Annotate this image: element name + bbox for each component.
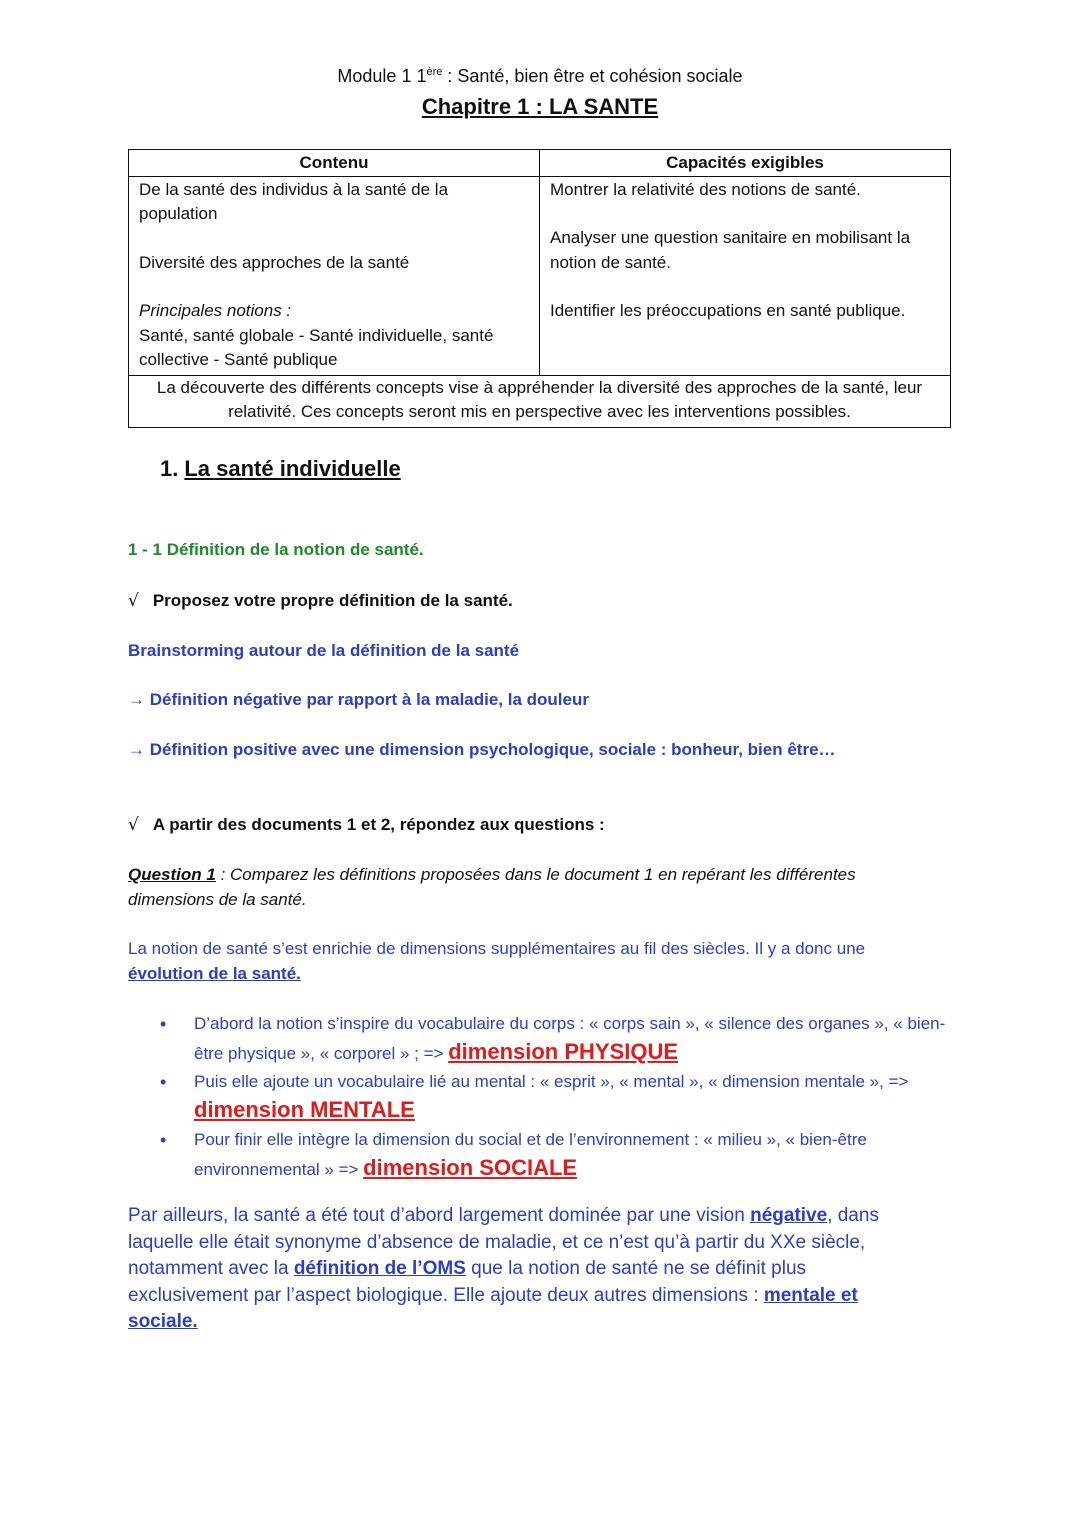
question-text: : Comparez les définitions proposées dans le document 1 en repérant les différentes dimensions de la santé. bbox=[128, 865, 856, 909]
answer-paragraph bbox=[128, 937, 928, 986]
section-title: La santé individuelle bbox=[184, 456, 401, 481]
negative-definition: → Définition négative par rapport à la maladie, la douleur bbox=[128, 690, 589, 709]
list-item-text: Pour finir elle intègre la dimension du social et de l’environnement : « milieu », « bien-être environnemental » => bbox=[194, 1130, 867, 1179]
contenu-notions-label: Principales notions : bbox=[139, 301, 292, 320]
list-item bbox=[160, 1068, 960, 1126]
check-icon: √ bbox=[128, 591, 139, 611]
instruction-1-text: Proposez votre propre définition de la santé. bbox=[152, 591, 513, 610]
check-icon: √ bbox=[128, 815, 139, 835]
answer-emphasis: évolution de la santé. bbox=[128, 963, 301, 983]
capacites-cell bbox=[540, 176, 951, 375]
dimension-list bbox=[160, 1010, 960, 1184]
dimension-label: dimension SOCIALE bbox=[363, 1155, 578, 1180]
header-capacites: Capacités exigibles bbox=[540, 150, 951, 177]
table-note: La découverte des différents concepts vise à appréhender la diversité des approches de la santé, leur relativité. Ces concepts seront mis en perspective avec les interventions possibles. bbox=[129, 375, 951, 427]
section-number: 1. bbox=[160, 456, 179, 481]
contenu-cell bbox=[129, 176, 540, 375]
contenu-notions-text: Santé, santé globale - Santé individuelle, santé collective - Santé publique bbox=[139, 325, 494, 369]
answer-text: La notion de santé s’est enrichie de dimensions supplémentaires au fil des siècles. Il y a donc une bbox=[128, 939, 866, 958]
module-superscript: ère bbox=[426, 66, 443, 78]
conclusion-text-a: Par ailleurs, la santé a été tout d’abord largement dominée par une vision bbox=[128, 1205, 751, 1226]
module-suffix: : Santé, bien être et cohésion sociale bbox=[442, 66, 743, 86]
instruction-2 bbox=[128, 815, 605, 835]
subsection-title: 1 - 1 Définition de la notion de santé. bbox=[128, 540, 424, 559]
program-table bbox=[128, 149, 951, 428]
contenu-item-2: Diversité des approches de la santé bbox=[139, 252, 410, 272]
module-prefix: Module 1 1 bbox=[337, 66, 427, 86]
module-heading bbox=[0, 66, 1080, 87]
list-item bbox=[160, 1126, 960, 1184]
bullet-icon: • bbox=[160, 1014, 167, 1034]
question-label: Question 1 bbox=[128, 865, 216, 884]
conclusion-emphasis-negative: négative bbox=[750, 1205, 828, 1226]
conclusion-emphasis-dimensions: mentale et sociale. bbox=[128, 1284, 858, 1332]
capacite-item-2: Analyser une question sanitaire en mobilisant la notion de santé. bbox=[550, 228, 911, 272]
instruction-1 bbox=[128, 591, 513, 611]
instruction-2-text: A partir des documents 1 et 2, répondez aux questions : bbox=[152, 815, 605, 834]
contenu-item-1: De la santé des individus à la santé de la population bbox=[139, 179, 449, 223]
brainstorm-line: Brainstorming autour de la définition de la santé bbox=[128, 641, 520, 660]
dimension-label: dimension MENTALE bbox=[194, 1097, 415, 1122]
header-contenu: Contenu bbox=[129, 150, 540, 177]
conclusion-text-c: , dans laquelle elle était synonyme d’absence de maladie, et ce n’est qu’à partir du XXe siècle, notamment avec la bbox=[128, 1205, 879, 1279]
bullet-icon: • bbox=[160, 1072, 167, 1092]
bullet-icon: • bbox=[160, 1130, 167, 1150]
list-item-text: D’abord la notion s’inspire du vocabulaire du corps : « corps sain », « silence des organes », « bien-être physique », « corporel » ; => bbox=[194, 1014, 946, 1063]
table-note-row bbox=[129, 375, 951, 427]
dimension-label: dimension PHYSIQUE bbox=[448, 1039, 679, 1064]
list-item-text: Puis elle ajoute un vocabulaire lié au mental : « esprit », « mental », « dimension mentale », => bbox=[194, 1072, 909, 1091]
conclusion-text-e: que la notion de santé ne se définit plus exclusivement par l’aspect biologique. Elle ajoute deux autres dimensions : bbox=[128, 1258, 807, 1306]
capacite-item-3: Identifier les préoccupations en santé publique. bbox=[550, 301, 906, 320]
conclusion-paragraph bbox=[128, 1203, 928, 1336]
capacite-item-1: Montrer la relativité des notions de santé. bbox=[550, 179, 861, 199]
list-item bbox=[160, 1010, 960, 1068]
positive-definition: → Définition positive avec une dimension psychologique, sociale : bonheur, bien être… bbox=[128, 740, 836, 759]
conclusion-emphasis-oms: définition de l’OMS bbox=[293, 1258, 466, 1279]
chapter-title: Chapitre 1 : LA SANTE bbox=[421, 94, 659, 119]
section-heading bbox=[160, 456, 401, 482]
question-1 bbox=[128, 863, 928, 912]
table-header-row bbox=[129, 150, 951, 177]
table-row bbox=[129, 176, 951, 375]
